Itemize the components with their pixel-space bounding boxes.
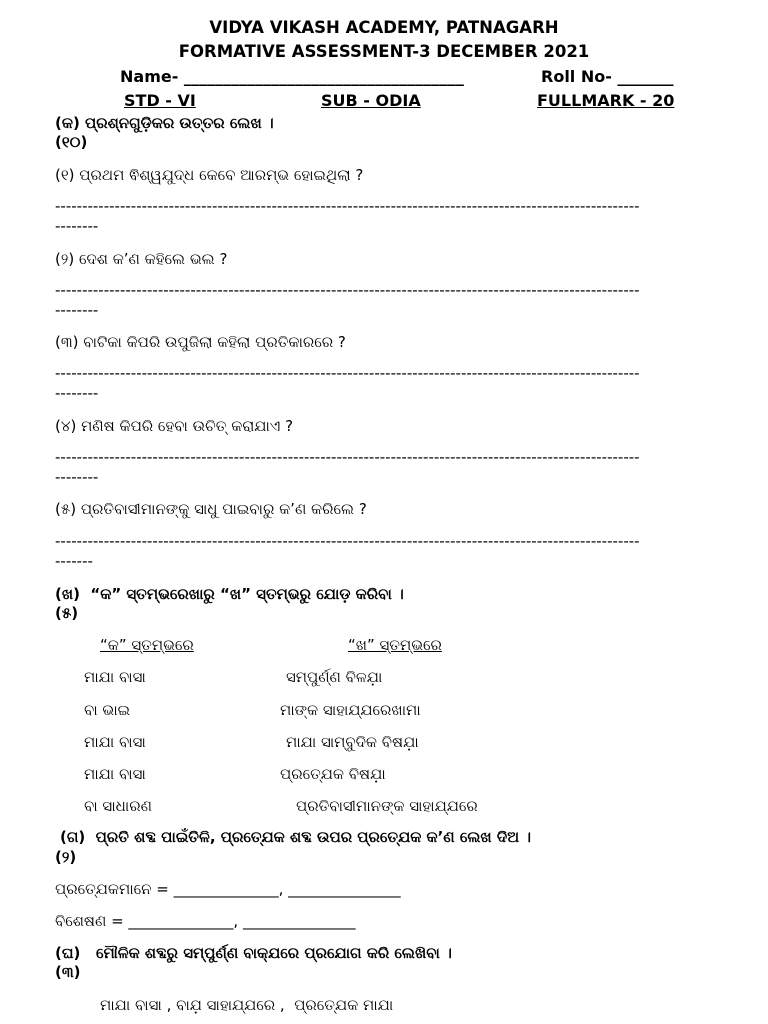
subject-label: SUB - ODIA (321, 91, 421, 110)
section3-marks: (୨) (55, 848, 77, 866)
answer-line-5[interactable]: ------------------------------------------------------------------------------------------------------------ (55, 532, 640, 550)
match-a-1: ମାଯା ବାସା (84, 668, 146, 686)
match-a-4: ମାଯା ବାସା (84, 765, 146, 783)
pratyaya-answer-field[interactable]: ପ୍ରତ୍ଯେକମାନେ = ______________, _______________ (55, 880, 401, 898)
answer-line-3[interactable]: ------------------------------------------------------------------------------------------------------------ (55, 364, 640, 382)
fullmark-label: FULLMARK - 20 (537, 91, 675, 110)
match-a-3: ମାଯା ବାସା (84, 733, 146, 751)
section2-title: (ଖ) “କ” ସ୍ତମ୍ଭରେଖାରୁ “ଖ” ସ୍ତମ୍ଭରୁ ଯୋଡ଼ କରିବା । (55, 585, 404, 603)
section4-title: (ଘ) ମୌଳିକ ଶବ୍ଦରୁ ସମ୍ପୁର୍ଣ୍ଣ ବାକ୍ଯରେ ପ୍ରଯୋଗ କରି ଲେଖିବା । (55, 944, 452, 962)
match-b-2: ମାଙ୍କ ସାହାଯ୍ଯରେଖାମା (280, 701, 421, 719)
roll-no-field[interactable]: Roll No- _______ (541, 67, 674, 86)
answer-line-4-tail: -------- (55, 468, 99, 486)
match-a-5: ବା ସାଧାରଣ (84, 797, 152, 815)
match-b-4: ପ୍ରତ୍ଯେକ ବିଷଯ଼ା (280, 765, 386, 783)
question-5: (୫) ପ୍ରତିବାସୀମାନଙ୍କୁ ସାଧୁ ପାଇବାରୁ କ’ଣ କରିଲେ ? (55, 500, 367, 518)
question-4: (୪) ମଣିଷ କିପରି ହେବା ଉଚିତ୍ କରାଯାଏ ? (55, 417, 294, 435)
answer-line-1[interactable]: ------------------------------------------------------------------------------------------------------------ (55, 197, 640, 215)
section1-marks: (୧୦) (55, 133, 88, 151)
answer-line-3-tail: -------- (55, 384, 99, 402)
school-name: VIDYA VIKASH ACADEMY, PATNAGARH (209, 18, 559, 37)
bisheshana-answer-field[interactable]: ବିଶେଷଣ = ______________, _______________ (55, 912, 356, 930)
std-label: STD - VI (124, 91, 196, 110)
answer-line-5-tail: ------- (55, 552, 93, 570)
match-a-2: ବା ଭାଇ (84, 701, 131, 719)
column-a-heading: “କ” ସ୍ତମ୍ଭରେ (100, 636, 194, 654)
section4-words: ମାଯା ବାସା , ବାଯ଼ ସାହାଯ୍ଯରେ , ପ୍ରତ୍ଯେକ ମାଯା (100, 996, 394, 1014)
question-2: (୨) ଦେଶ କ’ଣ କହିଲେ ଭଲ ? (55, 250, 228, 268)
section1-title: (କ) ପ୍ରଶ୍ନଗୁଡ଼ିକର ଉତ୍ତର ଲେଖ । (55, 114, 274, 132)
section2-marks: (୫) (55, 604, 79, 622)
match-b-1: ସମ୍ପୁର୍ଣ୍ଣ ବିଳଯ଼ା (286, 668, 383, 686)
answer-line-1-tail: -------- (55, 217, 99, 235)
match-b-5: ପ୍ରତିବାସୀମାନଙ୍କ ସାହାଯ୍ଯରେ (296, 797, 478, 815)
exam-title: FORMATIVE ASSESSMENT-3 DECEMBER 2021 (178, 42, 590, 61)
answer-line-2[interactable]: ------------------------------------------------------------------------------------------------------------ (55, 281, 640, 299)
name-field[interactable]: Name- ___________________________________ (120, 67, 464, 86)
match-b-3: ମାଯା ସାମ୍ବୁଦିକ ବିଷଯ଼ା (286, 733, 419, 751)
question-1: (୧) ପ୍ରଥମ ଵିଶ୍ୱଯୁଦ୍ଧ କେବେ ଆରମ୍ଭ ହୋଇଥିଲା ? (55, 166, 364, 184)
answer-line-4[interactable]: ------------------------------------------------------------------------------------------------------------ (55, 448, 640, 466)
question-3: (୩) ବାଟିକା କିପରି ଉପୁଜିଲା କହିଲା ପ୍ରତିକାରରେ ? (55, 333, 346, 351)
section4-marks: (୩) (55, 963, 81, 981)
answer-line-2-tail: -------- (55, 301, 99, 319)
section3-title: (ଗ) ପ୍ରତି ଶବ୍ଦ ପାଇଁତିଳି, ପ୍ରତ୍ଯେକ ଶବ୍ଦ ଉପର ପ୍ରତ୍ଯେକ କ’ଣ ଲେଖ ଦିଅ । (60, 828, 531, 846)
column-b-heading: “ଖ” ସ୍ତମ୍ଭରେ (348, 636, 442, 654)
